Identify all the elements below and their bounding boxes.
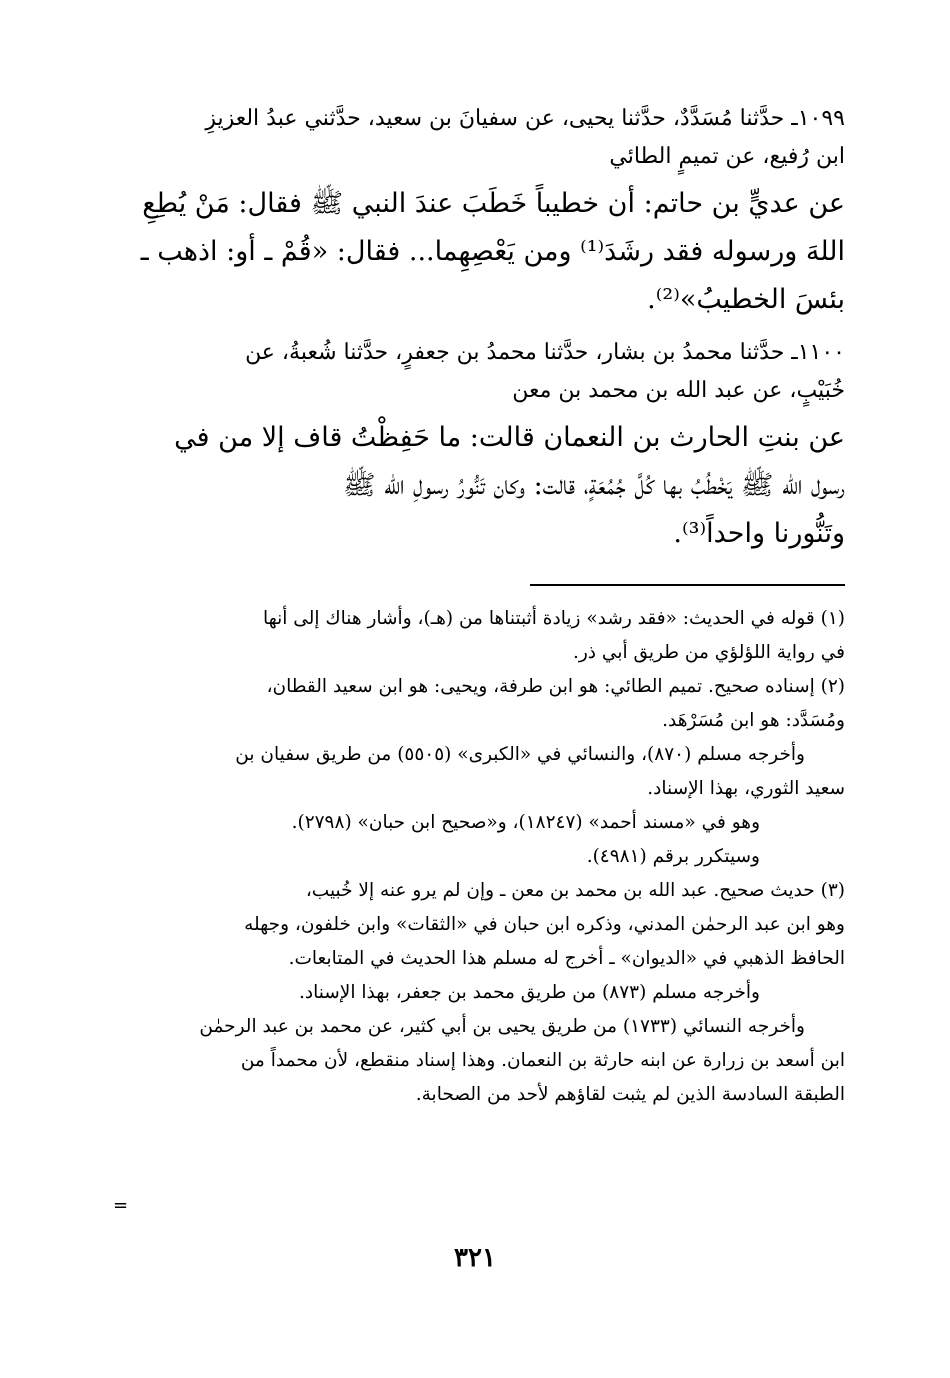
matn-line: اللهَ ورسوله فقد رشَدَ⁽¹⁾ ومن يَعْصِهِما... فقال: «قُمْ ـ أو: اذهب ـ	[140, 236, 845, 267]
footnote-1-line: (١) قوله في الحديث: «فقد رشد» زيادة أثبتناها من (هـ)، وأشار هناك إلى أنها	[262, 608, 845, 629]
matn-line: بئسَ الخطيبُ»⁽²⁾.	[647, 284, 845, 315]
footnotes	[110, 602, 845, 1112]
matn-line: وتَنُّورنا واحداً⁽³⁾.	[673, 518, 845, 549]
hadith-1099-isnad	[110, 100, 845, 176]
hadith-1100-isnad	[110, 334, 845, 410]
isnad-line: ١٠٩٩ـ حدَّثنا مُسَدَّدٌ، حدَّثنا يحيى، عن سفيانَ بن سعيد، حدَّثني عبدُ العزيزِ	[205, 106, 845, 131]
hadith-1099-matn	[110, 180, 845, 324]
footnote-3-line: وهو ابن عبد الرحمٰن المدني، وذكره ابن حبان في «الثقات» وابن خلفون، وجهله	[244, 914, 845, 935]
isnad-line: ابن رُفيع، عن تميمٍ الطائي	[609, 144, 845, 169]
matn-line: عن عديٍّ بن حاتم: أن خطيباً خَطَبَ عندَ النبي ﷺ فقال: مَنْ يُطِعِ	[142, 188, 845, 219]
footnote-separator	[530, 584, 845, 586]
hadith-1100-matn	[110, 414, 845, 558]
footnote-3-line: ابن أسعد بن زرارة عن ابنه حارثة بن النعمان. وهذا إسناد منقطع، لأن محمداً من	[240, 1050, 845, 1071]
footnote-2-line: سعيد الثوري، بهذا الإسناد.	[647, 778, 845, 799]
matn-line: رسول الله ﷺ يَخْطُبُ بها كُلَّ جُمُعَةٍ، قالت: وكان تَنُّورُ رسولِ الله ﷺ	[343, 470, 845, 501]
footnote-3-line: وأخرجه مسلم (٨٧٣) من طريق محمد بن جعفر، بهذا الإسناد.	[298, 982, 760, 1003]
continuation-mark: =	[113, 1195, 129, 1216]
footnote-2-line: ومُسَدَّد: هو ابن مُسَرْهَد.	[662, 710, 845, 731]
isnad-line: خُبَيْبٍ، عن عبد الله بن محمد بن معن	[512, 378, 845, 403]
footnote-3-line: الحافظ الذهبي في «الديوان» ـ أخرج له مسلم هذا الحديث في المتابعات.	[288, 948, 845, 969]
footnote-3-line: (٣) حديث صحيح. عبد الله بن محمد بن معن ـ وإن لم يرو عنه إلا خُبيب،	[305, 880, 845, 901]
footnote-3-line: الطبقة السادسة الذين لم يثبت لقاؤهم لأحد من الصحابة.	[415, 1084, 845, 1105]
footnote-3-line: وأخرجه النسائي (١٧٣٣) من طريق يحيى بن أبي كثير، عن محمد بن عبد الرحمٰن	[199, 1016, 805, 1037]
footnote-2-line: وهو في «مسند أحمد» (١٨٢٤٧)، و«صحيح ابن حبان» (٢٧٩٨).	[291, 812, 760, 833]
footnote-2-line: (٢) إسناده صحيح. تميم الطائي: هو ابن طرفة، ويحيى: هو ابن سعيد القطان،	[266, 676, 845, 697]
footnote-2-line: وسيتكرر برقم (٤٩٨١).	[586, 846, 760, 867]
footnote-2-line: وأخرجه مسلم (٨٧٠)، والنسائي في «الكبرى» (٥٥٠٥) من طريق سفيان بن	[235, 744, 805, 765]
matn-line: عن بنتِ الحارث بن النعمان قالت: ما حَفِظْتُ قاف إلا من في	[174, 422, 845, 453]
page-number: ٣٢١	[454, 1243, 496, 1273]
page-body	[110, 100, 845, 1112]
isnad-line: ١١٠٠ـ حدَّثنا محمدُ بن بشار، حدَّثنا محمدُ بن جعفرٍ، حدَّثنا شُعبةُ، عن	[245, 340, 845, 365]
footnote-1-line: في رواية اللؤلؤي من طريق أبي ذر.	[572, 642, 845, 663]
